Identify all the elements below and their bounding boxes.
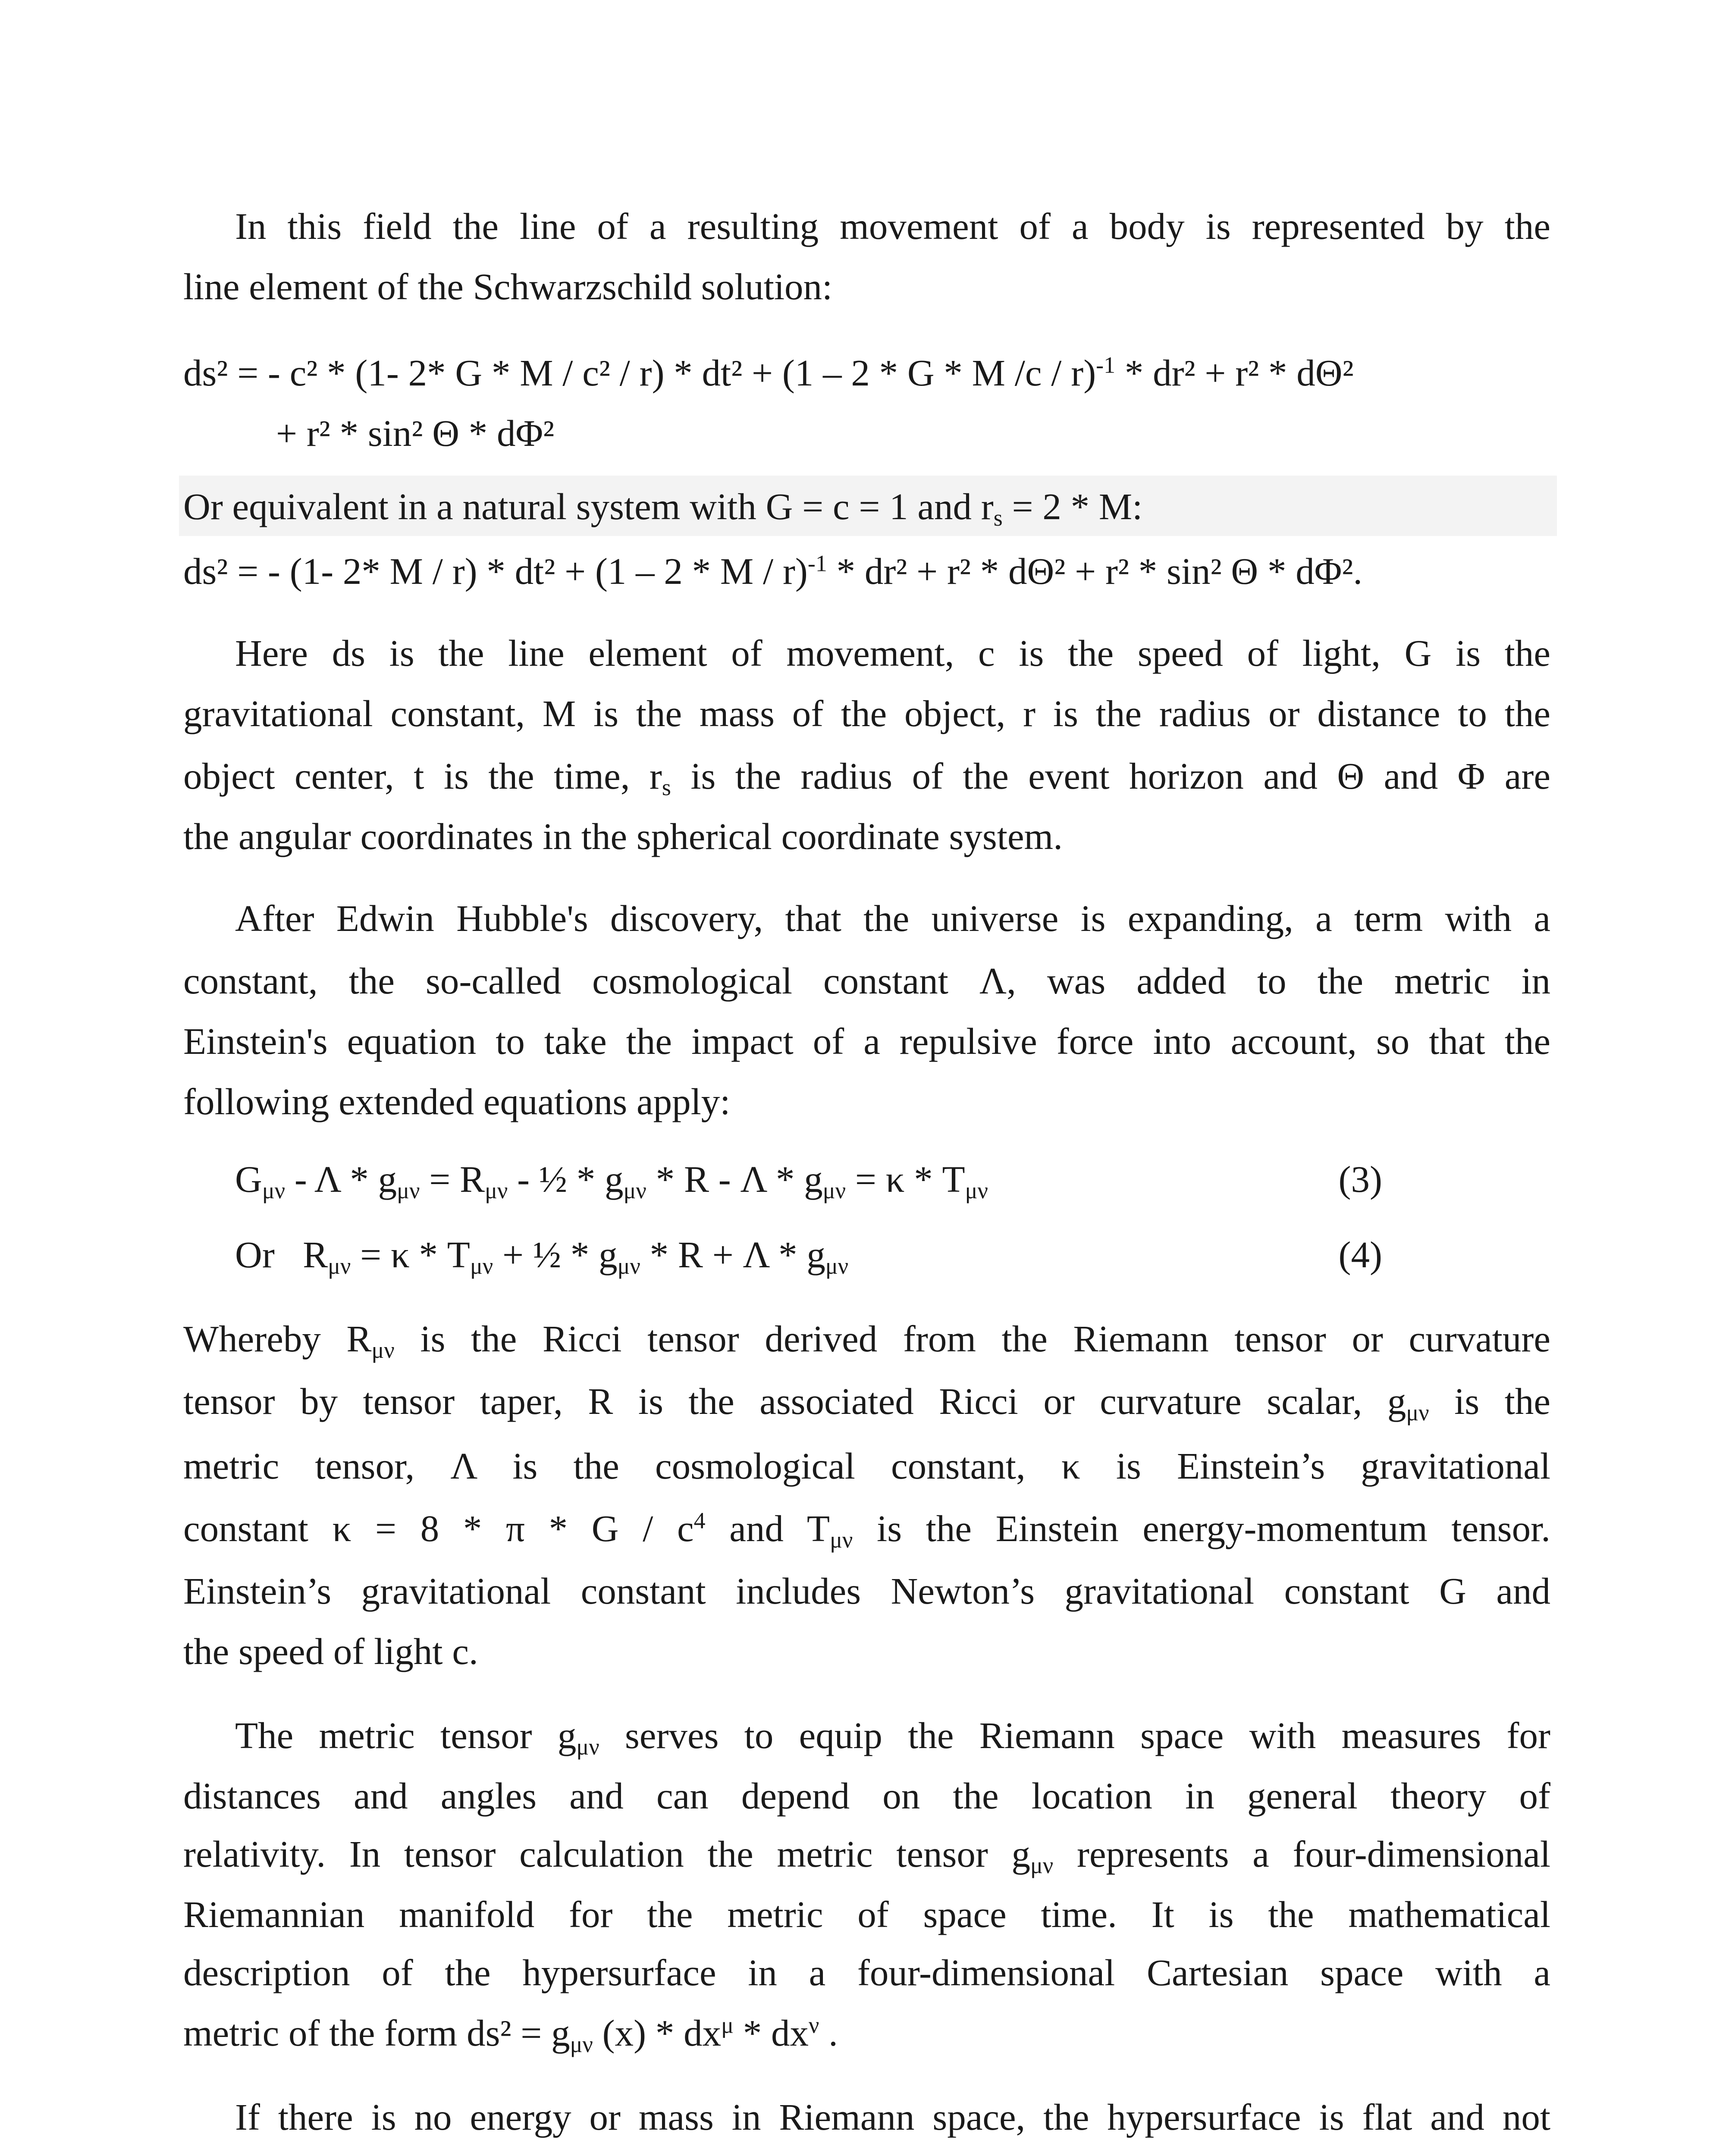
paragraph-line: line element of the Schwarzschild solution: bbox=[183, 266, 833, 307]
paragraph-line: distances and angles and can depend on the location in general theory of bbox=[183, 1775, 1550, 1817]
paragraph-line: After Edwin Hubble's discovery, that the universe is expanding, a term with a bbox=[235, 897, 1550, 939]
paragraph-line: gravitational constant, M is the mass of the object, r is the radius or distance to the bbox=[183, 693, 1550, 734]
paragraph-line: Riemannian manifold for the metric of space time. It is the mathematical bbox=[183, 1893, 1550, 1935]
paragraph-line bbox=[183, 2154, 1550, 2156]
equation-continuation: + r² * sin² Θ * dΦ² bbox=[276, 412, 555, 454]
equation-3: $G_{\mu\nu} - \Lambda * g_{\mu\nu} = R_{\mu\nu}$ - ½ * $g_{\mu\nu} * R - \Lambda * g_{\mu\nu} = \kappa * T_{\mu\nu}$ (3) bbox=[235, 1156, 1382, 1203]
equation-schwarzschild: ds² = - c² * (1- 2* G * M / c² / r) * dt² + (1 – 2 * G * M /c / r)$^{-1}$ * dr² + r² * dΘ² bbox=[183, 352, 1354, 394]
paragraph-line: If there is no energy or mass in Riemann space, the hypersurface is flat and not bbox=[235, 2096, 1550, 2138]
paragraph-line: Whereby $R_{\mu\nu}$ is the Ricci tensor derived from the Riemann tensor or curvature bbox=[183, 1318, 1550, 1363]
paragraph-line: constant, the so-called cosmological constant Λ, was added to the metric in bbox=[183, 960, 1550, 1002]
paragraph-line: the angular coordinates in the spherical coordinate system. bbox=[183, 815, 1063, 857]
equation-4: Or $R_{\mu\nu} = \kappa * T_{\mu\nu}$ + ½ * $g_{\mu\nu} * R + \Lambda * g_{\mu\nu}$ (4) bbox=[235, 1231, 1382, 1279]
paragraph-line: Einstein’s gravitational constant includes Newton’s gravitational constant G and bbox=[183, 1570, 1550, 1612]
paragraph-line: following extended equations apply: bbox=[183, 1081, 731, 1122]
paragraph-line: The metric tensor $g_{\mu\nu}$ serves to equip the Riemann space with measures for bbox=[235, 1714, 1550, 1760]
paragraph-line: Here ds is the line element of movement, c is the speed of light, G is the bbox=[235, 632, 1550, 674]
paragraph-line: metric tensor, Λ is the cosmological constant, κ is Einstein’s gravitational bbox=[183, 1445, 1550, 1487]
paragraph-line: the speed of light c. bbox=[183, 1630, 478, 1672]
paragraph-line: constant $\kappa = 8 * \pi * G / c^4$ and $T_{\mu\nu}$ is the Einstein energy-momentum tensor. bbox=[183, 1507, 1550, 1553]
natural-units-line: Or equivalent in a natural system with G = c = 1 and $r_s = 2 * M$: bbox=[183, 486, 1143, 531]
equation-number: (4) bbox=[1338, 1234, 1382, 1275]
paragraph-line: Einstein's equation to take the impact of a repulsive force into account, so that the bbox=[183, 1020, 1550, 1062]
paragraph-line: relativity. In tensor calculation the metric tensor $g_{\mu\nu}$ represents a four-dimensional bbox=[183, 1833, 1550, 1879]
paragraph-line: tensor by tensor taper, R is the associated Ricci or curvature scalar, $g_{\mu\nu}$ is the bbox=[183, 1380, 1550, 1426]
paragraph-line: metric of the form $ds^2 = g_{\mu\nu}$ $(x) * dx^\mu * dx^\nu$ . bbox=[183, 2012, 838, 2058]
equation-natural: ds² = - (1- 2* M / r) * dt² + (1 – 2 * M / r)$^{-1}$ * dr² + r² * dΘ² + r² * sin² Θ * dΦ². bbox=[183, 550, 1363, 592]
paragraph-line: description of the hypersurface in a four-dimensional Cartesian space with a bbox=[183, 1952, 1550, 1993]
paragraph-line: In this field the line of a resulting movement of a body is represented by the bbox=[235, 205, 1550, 247]
paragraph-line: object center, t is the time, $r_s$ is the radius of the event horizon and Θ and Φ are bbox=[183, 755, 1550, 801]
equation-number: (3) bbox=[1338, 1158, 1382, 1200]
